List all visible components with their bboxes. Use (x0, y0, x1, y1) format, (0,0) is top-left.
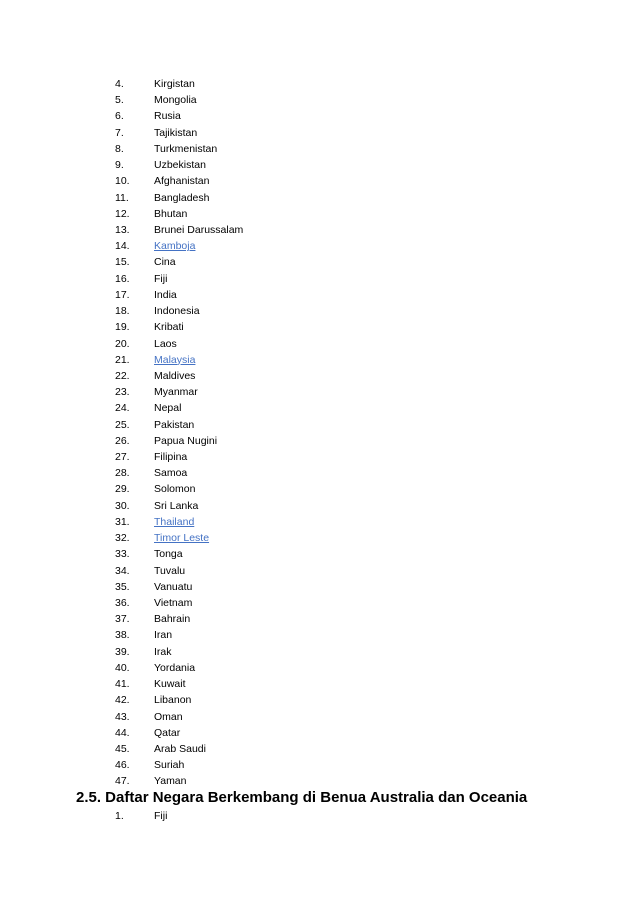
section-heading: 2.5. Daftar Negara Berkembang di Benua Australia dan Oceania (76, 789, 528, 806)
list-item-number: 37. (115, 613, 130, 626)
list-item (0, 757, 638, 773)
list-item-number: 16. (115, 272, 130, 285)
country-name: Fiji (154, 810, 168, 822)
list-item (0, 514, 638, 530)
list-item-number: 43. (115, 710, 130, 723)
country-name: Irak (154, 645, 172, 658)
list-item-number: 10. (115, 175, 130, 188)
list-item-number: 28. (115, 467, 130, 480)
list-item (0, 692, 638, 708)
list-item (0, 92, 638, 108)
list-item (0, 808, 638, 824)
country-name: Indonesia (154, 305, 200, 318)
list-item (0, 579, 638, 595)
list-item (0, 206, 638, 222)
list-item (0, 660, 638, 676)
country-name: Afghanistan (154, 175, 210, 188)
country-name: Mongolia (154, 94, 197, 107)
list-item (0, 271, 638, 287)
country-name: Samoa (154, 467, 188, 480)
list-item (0, 222, 638, 238)
list-item (0, 190, 638, 206)
list-item-number: 9. (115, 159, 124, 172)
list-item-number: 44. (115, 726, 130, 739)
country-link[interactable]: Timor Leste (154, 532, 210, 545)
list-item (0, 76, 638, 92)
list-item (0, 303, 638, 319)
list-item-number: 42. (115, 694, 130, 707)
list-item-number: 40. (115, 661, 130, 674)
country-name: Filipina (154, 451, 188, 464)
country-name: Fiji (154, 272, 168, 285)
list-item-number: 26. (115, 434, 130, 447)
country-name: Kirgistan (154, 78, 195, 90)
list-item (0, 336, 638, 352)
country-name: Kuwait (154, 678, 186, 691)
country-name: Vanuatu (154, 580, 193, 593)
developing-countries-oceania-list (0, 808, 638, 824)
list-item-number: 11. (115, 191, 129, 204)
list-item (0, 546, 638, 562)
list-item-number: 13. (115, 223, 130, 236)
list-item (0, 725, 638, 741)
list-item-number: 35. (115, 580, 130, 593)
list-item (0, 709, 638, 725)
country-name: Tuvalu (154, 564, 186, 577)
country-link[interactable]: Kamboja (154, 240, 196, 253)
list-item-number: 19. (115, 321, 130, 334)
list-item-number: 45. (115, 742, 130, 755)
list-item-number: 23. (115, 386, 130, 399)
list-item (0, 287, 638, 303)
country-name: Bhutan (154, 207, 188, 220)
list-item (0, 530, 638, 546)
list-item-number: 32. (115, 532, 130, 545)
country-name: Laos (154, 337, 177, 350)
country-name: Pakistan (154, 418, 195, 431)
list-item (0, 384, 638, 400)
list-item (0, 157, 638, 173)
list-item (0, 238, 638, 254)
list-item (0, 417, 638, 433)
list-item (0, 741, 638, 757)
list-item (0, 676, 638, 692)
country-name: Iran (154, 629, 173, 642)
list-item-number: 24. (115, 402, 130, 415)
list-item-number: 36. (115, 597, 130, 609)
list-item-number: 29. (115, 483, 130, 496)
list-item-number: 46. (115, 759, 130, 772)
country-name: Turkmenistan (154, 142, 218, 155)
list-item-number: 33. (115, 548, 130, 561)
list-item (0, 254, 638, 270)
list-item-number: 8. (115, 142, 124, 155)
list-item (0, 173, 638, 189)
country-name: Tajikistan (154, 126, 198, 139)
list-item (0, 125, 638, 141)
list-item-number: 25. (115, 418, 130, 431)
list-item (0, 141, 638, 157)
list-item (0, 108, 638, 124)
list-item-number: 21. (115, 353, 130, 366)
list-item (0, 433, 638, 449)
country-link[interactable]: Thailand (154, 515, 195, 528)
list-item-number: 38. (115, 629, 130, 642)
list-item-number: 17. (115, 288, 130, 301)
country-name: Bangladesh (154, 191, 210, 204)
list-item (0, 319, 638, 335)
country-name: India (154, 288, 177, 301)
country-name: Kribati (154, 321, 184, 334)
country-name: Rusia (154, 110, 181, 123)
list-item (0, 449, 638, 465)
country-name: Vietnam (154, 597, 193, 609)
list-item (0, 368, 638, 384)
list-item-number: 1. (115, 810, 124, 822)
list-item-number: 47. (115, 775, 130, 788)
list-item-number: 6. (115, 110, 124, 123)
list-item (0, 595, 638, 611)
list-item-number: 41. (115, 678, 130, 691)
country-name: Yordania (154, 661, 196, 674)
country-name: Myanmar (154, 386, 198, 399)
list-item-number: 7. (115, 126, 124, 139)
list-item-number: 30. (115, 499, 130, 512)
list-item (0, 627, 638, 643)
list-item-number: 31. (115, 515, 130, 528)
country-name: Maldives (154, 369, 196, 382)
country-name: Suriah (154, 759, 185, 772)
country-name: Papua Nugini (154, 434, 218, 447)
list-item (0, 481, 638, 497)
list-item (0, 563, 638, 579)
list-item-number: 4. (115, 78, 124, 90)
list-item-number: 18. (115, 305, 130, 318)
list-item-number: 12. (115, 207, 130, 220)
list-item-number: 20. (115, 337, 130, 350)
list-item-number: 27. (115, 451, 130, 464)
list-item (0, 611, 638, 627)
country-link[interactable]: Malaysia (154, 353, 196, 366)
country-name: Libanon (154, 694, 192, 707)
country-name: Nepal (154, 402, 182, 415)
country-name: Qatar (154, 726, 181, 739)
country-name: Oman (154, 710, 183, 723)
country-name: Bahrain (154, 613, 191, 626)
list-item (0, 644, 638, 660)
developing-countries-asia-list (0, 76, 638, 790)
list-item-number: 34. (115, 564, 130, 577)
list-item (0, 465, 638, 481)
list-item-number: 22. (115, 369, 130, 382)
country-name: Arab Saudi (154, 742, 206, 755)
list-item (0, 498, 638, 514)
country-name: Solomon (154, 483, 196, 496)
country-name: Cina (154, 256, 176, 269)
country-name: Sri Lanka (154, 499, 199, 512)
country-name: Uzbekistan (154, 159, 206, 172)
country-name: Brunei Darussalam (154, 223, 244, 236)
country-name: Tonga (154, 548, 183, 561)
list-item-number: 39. (115, 645, 130, 658)
list-item-number: 5. (115, 94, 124, 107)
list-item-number: 14. (115, 240, 130, 253)
list-item (0, 352, 638, 368)
list-item-number: 15. (115, 256, 130, 269)
country-name: Yaman (154, 775, 187, 788)
list-item (0, 400, 638, 416)
